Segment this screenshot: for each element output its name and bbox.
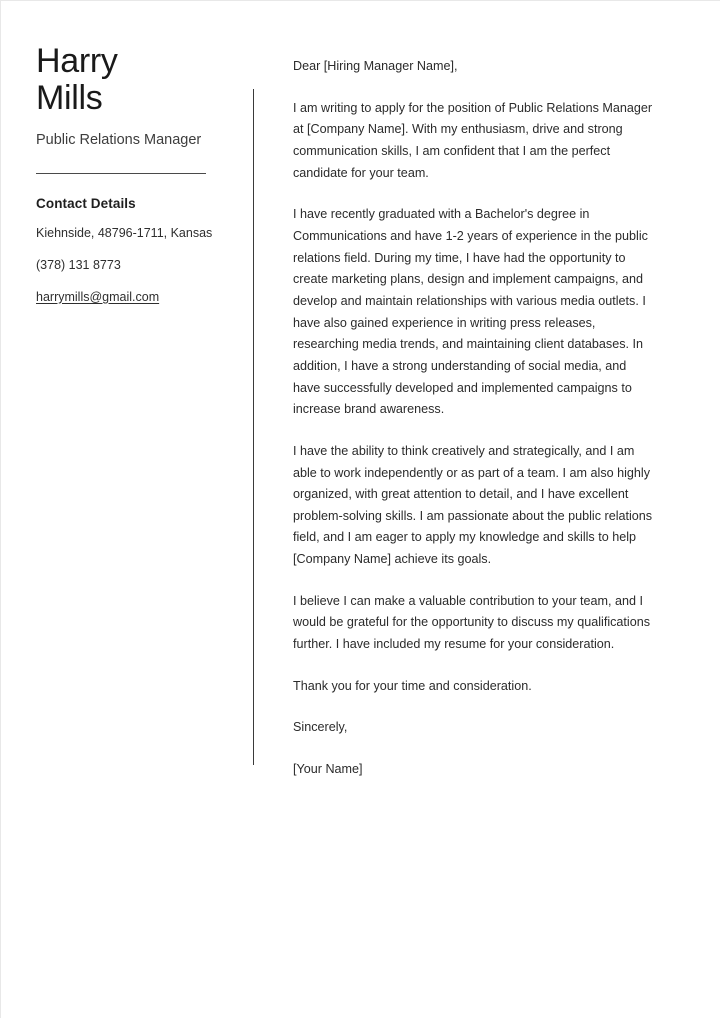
last-name: Mills: [36, 78, 103, 117]
letter-salutation: Dear [Hiring Manager Name],: [293, 59, 458, 73]
contact-email: [36, 288, 226, 308]
letter-paragraph: I am writing to apply for the position of Public Relations Manager at [Company Name]. With my enthusiasm, drive and strong communication skills, I am confident that I am the perfect candidate for your team.: [293, 100, 653, 180]
letter-paragraph: Thank you for your time and consideration.: [293, 678, 532, 693]
letter-paragraph: I believe I can make a valuable contribution to your team, and I would be grateful for the opportunity to discuss my qualifications further. I have included my resume for your consideration.: [293, 593, 651, 652]
candidate-name: [36, 43, 226, 116]
contact-list: [36, 224, 226, 307]
contact-email-link[interactable]: harrymills@gmail.com: [36, 289, 160, 304]
letter-paragraph: I have recently graduated with a Bachelor's degree in Communications and have 1-2 years of experience in the public relations field. During my time, I have had the opportunity to create marketing plans, design and implement campaigns, and develop and maintain relationships with various media outlets. I have also gained experience in writing press releases, researching media trends, and maintaining client databases. In addition, I have a strong understanding of social media, and have successfully developed and implemented campaigns to increase brand awareness.: [293, 207, 648, 417]
letter-closing: Sincerely,: [293, 720, 348, 735]
vertical-divider: [253, 89, 254, 765]
contact-phone[interactable]: (378) 131 8773: [36, 257, 121, 272]
first-name: Harry: [36, 42, 118, 80]
letter-body: [293, 56, 655, 781]
job-title: Public Relations Manager: [36, 132, 202, 149]
sidebar: [36, 43, 226, 307]
sidebar-divider: [36, 173, 206, 174]
contact-details-heading: Contact Details: [36, 196, 136, 212]
letter-paragraph: I have the ability to think creatively and strategically, and I am able to work independently or as part of a team. I am also highly organized, with great attention to detail, and I have excellent problem-solving skills. I am passionate about the public relations field, and I am eager to apply my knowledge and skills to help [Company Name] achieve its goals.: [293, 443, 653, 567]
contact-address: Kiehnside, 48796-1711, Kansas: [36, 226, 213, 241]
letter-signature: [Your Name]: [293, 762, 363, 777]
